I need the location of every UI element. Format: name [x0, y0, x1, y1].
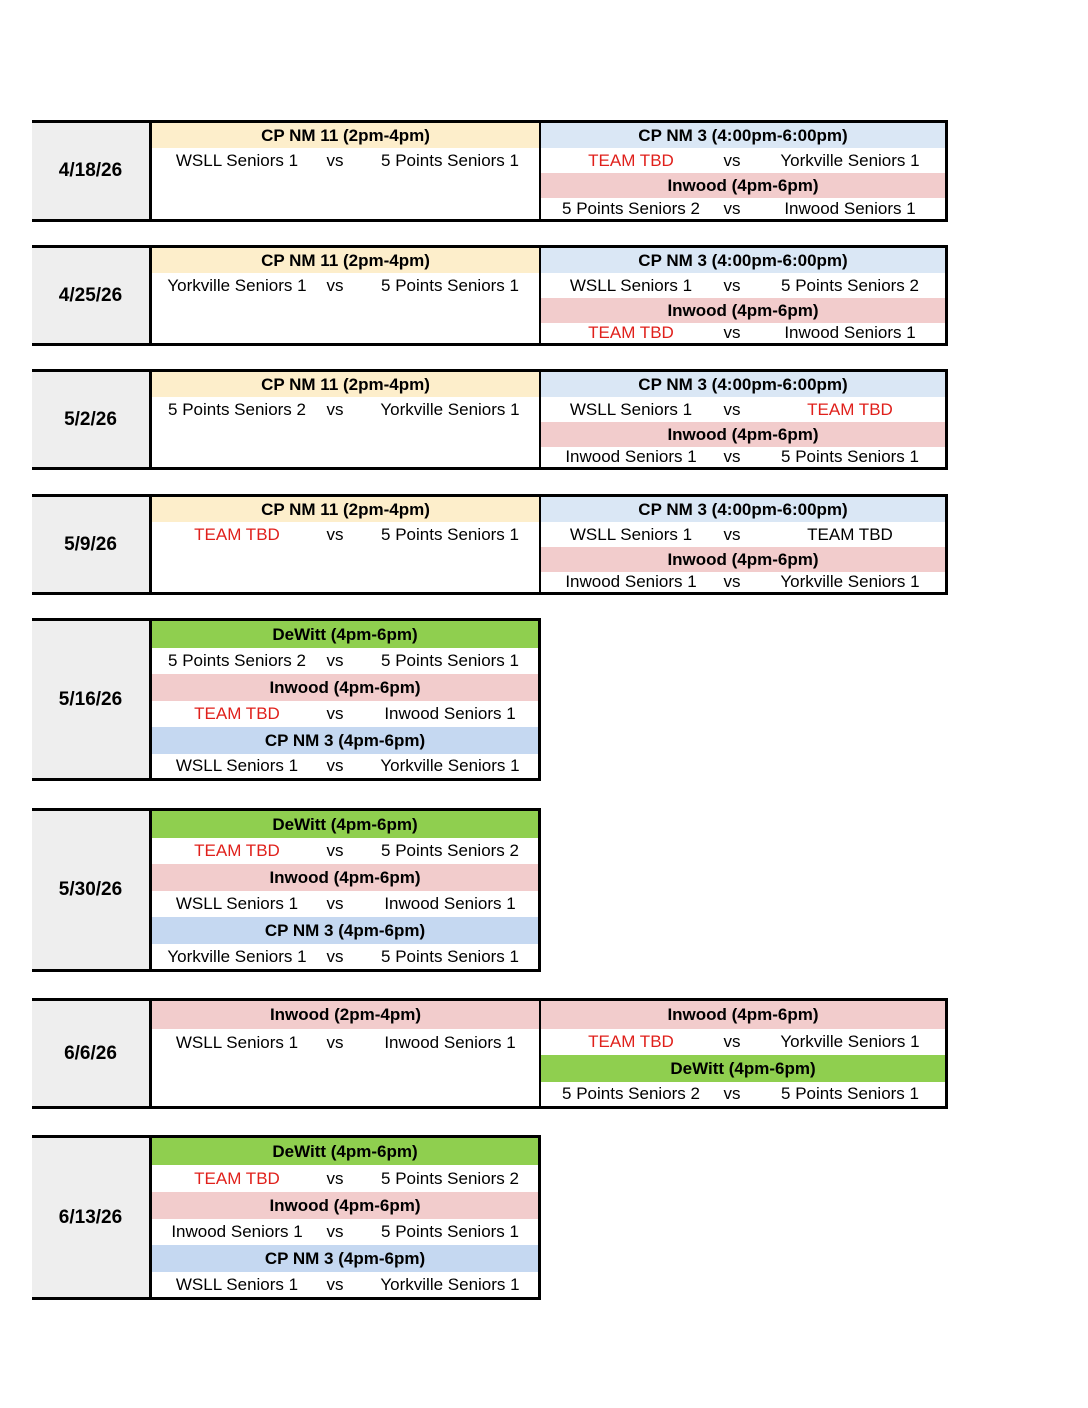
vs-label: vs: [326, 275, 344, 295]
matchup-row: [541, 273, 945, 298]
vs-label: vs: [326, 756, 344, 775]
date-cell: 5/30/26: [32, 811, 152, 969]
away-team: 5 Points Seniors 1: [381, 946, 519, 966]
venue-header: Inwood (4pm-6pm): [152, 1192, 538, 1219]
matchup-row: [152, 1029, 539, 1056]
vs-label: vs: [723, 447, 741, 466]
vs-label: vs: [723, 275, 741, 295]
matchup-row: [152, 1272, 538, 1297]
matchup-row: [152, 522, 539, 547]
field-panel-left: [152, 497, 539, 592]
matchup-row: [152, 701, 538, 727]
schedule-block-5-9: [32, 494, 948, 595]
vs-label: vs: [723, 524, 741, 544]
away-team: Yorkville Seniors 1: [780, 150, 920, 170]
venue-header: Inwood (4pm-6pm): [541, 298, 945, 323]
venue-header: Inwood (4pm-6pm): [152, 674, 538, 701]
vs-label: vs: [723, 198, 741, 218]
away-team: 5 Points Seniors 1: [381, 524, 519, 544]
schedule-block-5-2: [32, 369, 948, 470]
home-team: WSLL Seniors 1: [569, 524, 693, 544]
home-team-tbd: TEAM TBD: [194, 704, 280, 723]
date-cell: 5/16/26: [32, 621, 152, 778]
matchup-row: [152, 891, 538, 917]
away-team: 5 Points Seniors 1: [381, 651, 519, 670]
vs-label: vs: [326, 1222, 344, 1241]
away-team: 5 Points Seniors 1: [381, 1222, 519, 1241]
home-team-tbd: TEAM TBD: [588, 150, 674, 170]
vs-label: vs: [326, 524, 344, 544]
schedule-block-5-16: [32, 618, 541, 781]
home-team: WSLL Seniors 1: [175, 1032, 299, 1052]
matchup-row: [541, 397, 945, 422]
vs-label: vs: [326, 1274, 344, 1294]
home-team: Inwood Seniors 1: [171, 1222, 303, 1241]
venue-header: CP NM 3 (4:00pm-6:00pm): [541, 248, 945, 273]
date-cell: 5/2/26: [32, 372, 152, 467]
home-team-tbd: TEAM TBD: [588, 1032, 674, 1051]
away-team: 5 Points Seniors 1: [381, 275, 519, 295]
venue-header: CP NM 3 (4pm-6pm): [152, 917, 538, 944]
date-cell: 4/18/26: [32, 123, 152, 219]
home-team: Inwood Seniors 1: [565, 447, 697, 466]
vs-label: vs: [326, 841, 344, 860]
away-team: 5 Points Seniors 1: [381, 150, 519, 170]
vs-label: vs: [326, 399, 344, 419]
away-team: Yorkville Seniors 1: [780, 1032, 920, 1051]
vs-label: vs: [723, 572, 741, 591]
home-team: Yorkville Seniors 1: [167, 275, 307, 295]
vs-label: vs: [723, 1084, 741, 1103]
away-team: Inwood Seniors 1: [384, 1032, 516, 1052]
date-cell: 5/9/26: [32, 497, 152, 592]
home-team: WSLL Seniors 1: [175, 1274, 299, 1294]
matchup-row: [541, 572, 945, 592]
date-cell: 6/13/26: [32, 1138, 152, 1297]
matchup-row: [152, 754, 538, 778]
away-team: 5 Points Seniors 2: [381, 1168, 519, 1188]
matchup-row: [541, 148, 945, 173]
venue-header: CP NM 11 (2pm-4pm): [152, 372, 539, 397]
vs-label: vs: [326, 946, 344, 966]
away-team: Yorkville Seniors 1: [780, 572, 920, 591]
away-team: 5 Points Seniors 1: [781, 1084, 919, 1103]
schedule-block-4-18: [32, 120, 948, 222]
matchup-row: [152, 273, 539, 298]
schedule-block-6-13: [32, 1135, 541, 1300]
venue-header: DeWitt (4pm-6pm): [152, 811, 538, 838]
away-team: 5 Points Seniors 2: [781, 275, 919, 295]
matchup-row: [541, 1082, 945, 1106]
away-team: 5 Points Seniors 1: [781, 447, 919, 466]
vs-label: vs: [326, 704, 344, 723]
away-team: Inwood Seniors 1: [784, 198, 916, 218]
home-team: 5 Points Seniors 2: [562, 1084, 700, 1103]
vs-label: vs: [723, 150, 741, 170]
field-panel-left: [152, 248, 539, 343]
vs-label: vs: [723, 1032, 741, 1051]
venue-header: Inwood (4pm-6pm): [541, 173, 945, 198]
field-panel-left: [152, 1001, 539, 1106]
away-team-tbd: TEAM TBD: [807, 399, 893, 419]
field-panel-right: [539, 1001, 948, 1106]
vs-label: vs: [723, 399, 741, 419]
venue-header: CP NM 3 (4:00pm-6:00pm): [541, 123, 945, 148]
matchup-row: [152, 1165, 538, 1192]
home-team: WSLL Seniors 1: [175, 756, 299, 775]
matchup-row: [152, 944, 538, 969]
matchup-row: [541, 198, 945, 219]
venue-header: CP NM 3 (4:00pm-6:00pm): [541, 372, 945, 397]
venue-header: Inwood (4pm-6pm): [541, 1001, 945, 1029]
field-panel-left: [152, 1138, 541, 1297]
away-team: Inwood Seniors 1: [384, 894, 516, 913]
home-team: 5 Points Seniors 2: [562, 198, 700, 218]
field-panel-right: [539, 372, 948, 467]
vs-label: vs: [326, 1032, 344, 1052]
home-team-tbd: TEAM TBD: [194, 524, 280, 544]
field-panel-left: [152, 123, 539, 219]
away-team: Inwood Seniors 1: [784, 323, 916, 342]
home-team: 5 Points Seniors 2: [168, 399, 306, 419]
matchup-row: [152, 397, 539, 422]
schedule-block-6-6: [32, 998, 948, 1109]
matchup-row: [152, 838, 538, 864]
venue-header: Inwood (4pm-6pm): [152, 864, 538, 891]
venue-header: DeWitt (4pm-6pm): [152, 621, 538, 648]
vs-label: vs: [723, 323, 741, 342]
matchup-row: [541, 1029, 945, 1055]
field-panel-right: [539, 123, 948, 219]
away-team: Inwood Seniors 1: [384, 704, 516, 723]
home-team: 5 Points Seniors 2: [168, 651, 306, 670]
field-panel-right: [539, 248, 948, 343]
matchup-row: [541, 323, 945, 343]
venue-header: DeWitt (4pm-6pm): [152, 1138, 538, 1165]
vs-label: vs: [326, 1168, 344, 1188]
venue-header: CP NM 3 (4:00pm-6:00pm): [541, 497, 945, 522]
home-team-tbd: TEAM TBD: [194, 1168, 280, 1188]
field-panel-left: [152, 621, 541, 778]
home-team-tbd: TEAM TBD: [588, 323, 674, 342]
away-team: Yorkville Seniors 1: [380, 756, 520, 775]
home-team: WSLL Seniors 1: [569, 399, 693, 419]
venue-header: Inwood (4pm-6pm): [541, 547, 945, 572]
away-team: 5 Points Seniors 2: [381, 841, 519, 860]
venue-header: CP NM 3 (4pm-6pm): [152, 1245, 538, 1272]
field-panel-right: [539, 497, 948, 592]
schedule-block-5-30: [32, 808, 541, 972]
date-cell: 6/6/26: [32, 1001, 152, 1106]
matchup-row: [152, 1219, 538, 1245]
home-team: WSLL Seniors 1: [175, 894, 299, 913]
away-team: Yorkville Seniors 1: [380, 1274, 520, 1294]
field-panel-left: [152, 372, 539, 467]
matchup-row: [152, 648, 538, 674]
home-team: Inwood Seniors 1: [565, 572, 697, 591]
venue-header: Inwood (4pm-6pm): [541, 422, 945, 447]
away-team: TEAM TBD: [807, 524, 893, 544]
vs-label: vs: [326, 894, 344, 913]
venue-header: DeWitt (4pm-6pm): [541, 1055, 945, 1082]
matchup-row: [152, 148, 539, 173]
venue-header: CP NM 3 (4pm-6pm): [152, 727, 538, 754]
venue-header: Inwood (2pm-4pm): [152, 1001, 539, 1029]
matchup-row: [541, 522, 945, 547]
home-team: WSLL Seniors 1: [175, 150, 299, 170]
date-cell: 4/25/26: [32, 248, 152, 343]
vs-label: vs: [326, 651, 344, 670]
venue-header: CP NM 11 (2pm-4pm): [152, 248, 539, 273]
home-team-tbd: TEAM TBD: [194, 841, 280, 860]
schedule-block-4-25: [32, 245, 948, 346]
matchup-row: [541, 447, 945, 467]
home-team: WSLL Seniors 1: [569, 275, 693, 295]
venue-header: CP NM 11 (2pm-4pm): [152, 497, 539, 522]
vs-label: vs: [326, 150, 344, 170]
away-team: Yorkville Seniors 1: [380, 399, 520, 419]
venue-header: CP NM 11 (2pm-4pm): [152, 123, 539, 148]
field-panel-left: [152, 811, 541, 969]
home-team: Yorkville Seniors 1: [167, 946, 307, 966]
